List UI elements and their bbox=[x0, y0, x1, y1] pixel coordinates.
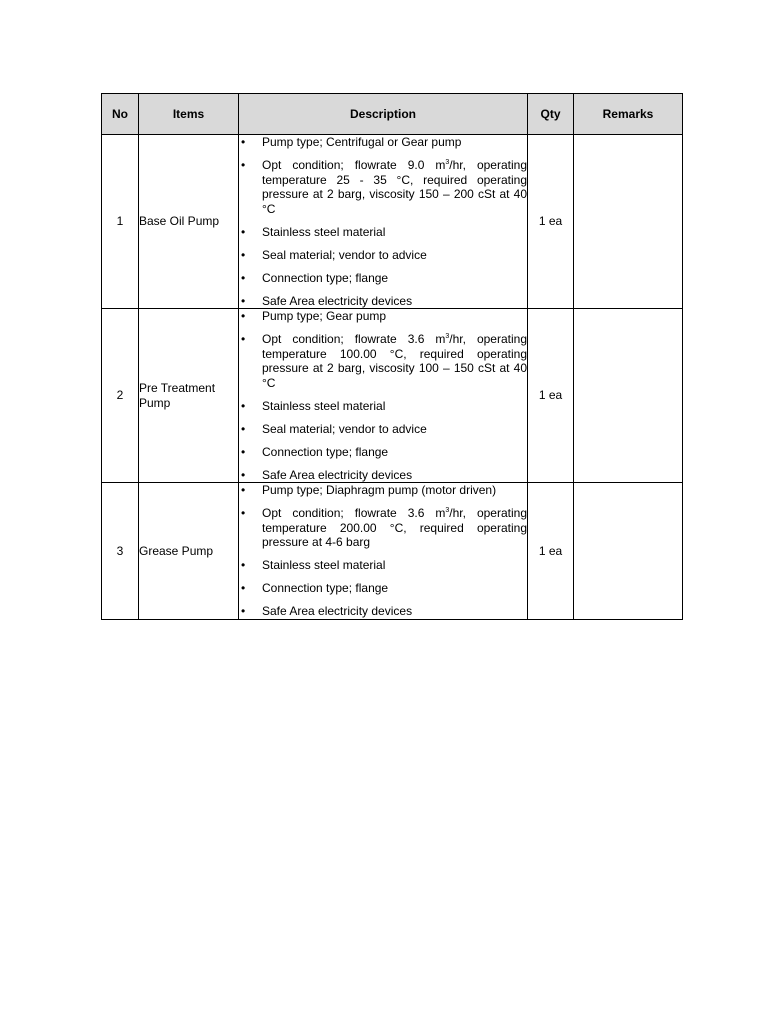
description-item: • Connection type; flange bbox=[241, 581, 389, 595]
row-number: 2 bbox=[102, 309, 139, 483]
header-description: Description bbox=[239, 94, 528, 135]
description-item: • Opt condition; flowrate 9.0 $m^3/hr$, operating temperature 25 - 35 °C, required operating pressure at 2 barg, viscosity 150 – 200 cSt at 40 °C bbox=[241, 158, 527, 216]
quantity: 1 ea bbox=[528, 483, 574, 620]
table-row bbox=[102, 135, 683, 309]
description-item: • Stainless steel material bbox=[241, 398, 386, 413]
description-item: • Connection type; flange bbox=[241, 444, 389, 459]
bullet-icon: • bbox=[241, 270, 246, 285]
item-name: Grease Pump bbox=[139, 483, 239, 620]
header-qty: Qty bbox=[528, 94, 574, 135]
bullet-icon: • bbox=[241, 483, 246, 497]
description-item: • Stainless steel material bbox=[241, 224, 386, 239]
description-list bbox=[239, 483, 527, 619]
header-no: No bbox=[102, 94, 139, 135]
bullet-icon: • bbox=[241, 421, 246, 436]
description-item: • Pump type; Diaphragm pump (motor driven) bbox=[241, 483, 497, 497]
bullet-icon: • bbox=[241, 604, 246, 618]
item-name: Base Oil Pump bbox=[139, 135, 239, 309]
bullet-icon: • bbox=[241, 581, 246, 595]
description-item: • Seal material; vendor to advice bbox=[241, 421, 427, 436]
description-cell bbox=[239, 309, 528, 483]
row-number: 3 bbox=[102, 483, 139, 620]
description-item: • Safe Area electricity devices bbox=[241, 467, 413, 482]
header-remarks: Remarks bbox=[574, 94, 683, 135]
pump-specification-table bbox=[101, 93, 683, 620]
description-item: • Safe Area electricity devices bbox=[241, 293, 413, 308]
description-item: • Stainless steel material bbox=[241, 558, 386, 572]
item-name: Pre Treatment Pump bbox=[139, 309, 239, 483]
bullet-icon: • bbox=[241, 158, 246, 172]
description-item: • Safe Area electricity devices bbox=[241, 604, 413, 618]
quantity: 1 ea bbox=[528, 309, 574, 483]
bullet-icon: • bbox=[241, 444, 246, 459]
remarks bbox=[574, 483, 683, 620]
description-list bbox=[239, 309, 527, 482]
bullet-icon: • bbox=[241, 309, 246, 323]
table-row bbox=[102, 309, 683, 483]
bullet-icon: • bbox=[241, 558, 246, 572]
description-item: • Pump type; Centrifugal or Gear pump bbox=[241, 135, 462, 149]
bullet-icon: • bbox=[241, 506, 246, 520]
bullet-icon: • bbox=[241, 247, 246, 262]
row-number: 1 bbox=[102, 135, 139, 309]
description-item: • Pump type; Gear pump bbox=[241, 309, 387, 323]
quantity: 1 ea bbox=[528, 135, 574, 309]
description-cell bbox=[239, 135, 528, 309]
header-row bbox=[102, 94, 683, 135]
remarks bbox=[574, 135, 683, 309]
description-item: • Connection type; flange bbox=[241, 270, 389, 285]
bullet-icon: • bbox=[241, 467, 246, 482]
remarks bbox=[574, 309, 683, 483]
table-row bbox=[102, 483, 683, 620]
description-item: • Opt condition; flowrate 3.6 $m^3/hr$, operating temperature 200.00 °C, required operating pressure at 4-6 barg bbox=[241, 506, 527, 549]
description-cell bbox=[239, 483, 528, 620]
bullet-icon: • bbox=[241, 398, 246, 413]
bullet-icon: • bbox=[241, 135, 246, 149]
description-list bbox=[239, 135, 527, 308]
description-item: • Opt condition; flowrate 3.6 $m^3/hr$, operating temperature 100.00 °C, required operating pressure at 2 barg, viscosity 100 – 150 cSt at 40 °C bbox=[241, 332, 527, 390]
bullet-icon: • bbox=[241, 224, 246, 239]
header-items: Items bbox=[139, 94, 239, 135]
bullet-icon: • bbox=[241, 332, 246, 346]
description-item: • Seal material; vendor to advice bbox=[241, 247, 427, 262]
bullet-icon: • bbox=[241, 293, 246, 308]
